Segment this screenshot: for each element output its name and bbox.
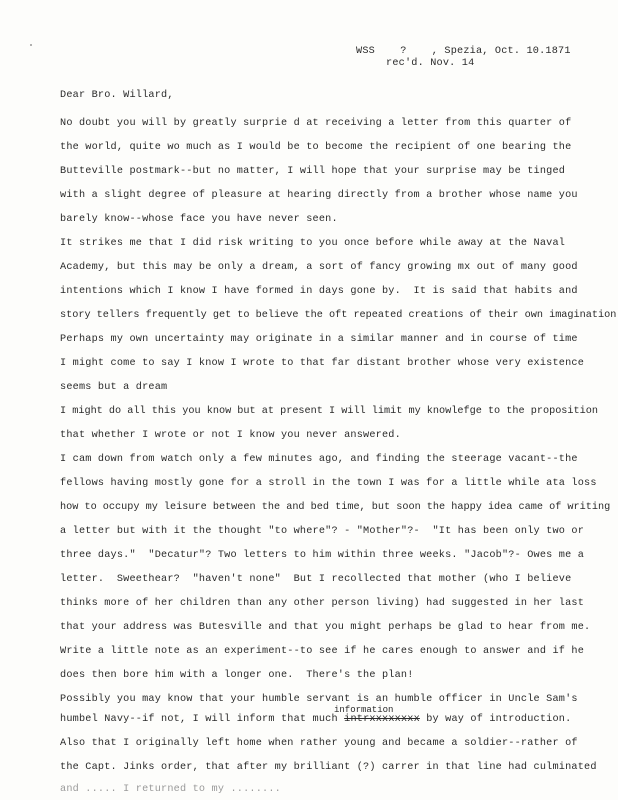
letter-line: a letter but with it the thought "to where"? - "Mother"?- "It has been only two or <box>60 526 585 537</box>
letter-line: I cam down from watch only a few minutes ago, and finding the steerage vacant--the <box>60 454 578 465</box>
struck-word: intrxxxxxxxx <box>344 714 420 725</box>
letter-line: thinks more of her children than any other person living) had suggested in her last <box>60 598 585 609</box>
letter-line: the world, quite wo much as I would be to become the recipient of one bearing the <box>60 142 572 153</box>
paper-speck <box>30 44 32 46</box>
letter-line: the Capt. Jinks order, that after my brilliant (?) carrer in that line had culminated <box>60 762 597 773</box>
letter-line: with a slight degree of pleasure at hearing directly from a brother whose name you <box>60 190 578 201</box>
letter-line: letter. Sweethear? "haven't none" But I recollected that mother (who I believe <box>60 574 572 585</box>
letter-line: that your address was Butesville and that you might perhaps be glad to hear from me. <box>60 622 591 633</box>
inserted-word: information <box>334 705 394 715</box>
letter-line: It strikes me that I did risk writing to you once before while away at the Naval <box>60 238 566 249</box>
letter-line: three days." "Decatur"? Two letters to him within three weeks. "Jacob"?- Owes me a <box>60 550 585 561</box>
letter-line: Perhaps my own uncertainty may originate in a similar manner and in course of time <box>60 334 578 345</box>
letter-line: that whether I wrote or not I know you never answered. <box>60 430 401 441</box>
letter-line: I might come to say I know I wrote to that far distant brother whose very existence <box>60 358 585 369</box>
letter-line: Academy, but this may be only a dream, a sort of fancy growing mx out of many good <box>60 262 578 273</box>
letter-line-tail: by way of introduction. <box>419 714 572 725</box>
letter-line <box>60 714 571 726</box>
letter-line: how to occupy my leisure between the and bed time, but soon the happy idea came of writing <box>60 502 611 513</box>
salutation: Dear Bro. Willard, <box>60 90 174 101</box>
letter-line-cut: and ..... I returned to my ........ <box>60 784 281 795</box>
letter-line: No doubt you will by greatly surprie d at receiving a letter from this quarter of <box>60 118 572 129</box>
letter-line: seems but a dream <box>60 382 168 393</box>
letter-line: Write a little note as an experiment--to see if he cares enough to answer and if he <box>60 646 585 657</box>
header-line-2: rec'd. Nov. 14 <box>386 58 475 69</box>
letter-line: Also that I originally left home when rather young and became a soldier--rather of <box>60 738 578 749</box>
letter-line: story tellers frequently get to believe the oft repeated creations of their own imagination <box>60 310 617 321</box>
letter-line-text: humbel Navy--if not, I will inform that much <box>60 714 338 725</box>
letter-line: does then bore him with a longer one. There's the plan! <box>60 670 414 681</box>
letter-line: barely know--whose face you have never seen. <box>60 214 338 225</box>
letter-line: fellows having mostly gone for a stroll in the town I was for a little while ata loss <box>60 478 597 489</box>
letter-line: intentions which I know I have formed in days gone by. It is said that habits and <box>60 286 578 297</box>
letter-line: Possibly you may know that your humble servant is an humble officer in Uncle Sam's <box>60 694 578 705</box>
header-line-1: WSS ? , Spezia, Oct. 10.1871 <box>356 46 571 57</box>
letter-line: I might do all this you know but at present I will limit my knowlefge to the proposition <box>60 406 598 417</box>
letter-line: Butteville postmark--but no matter, I will hope that your surprise may be tinged <box>60 166 566 177</box>
